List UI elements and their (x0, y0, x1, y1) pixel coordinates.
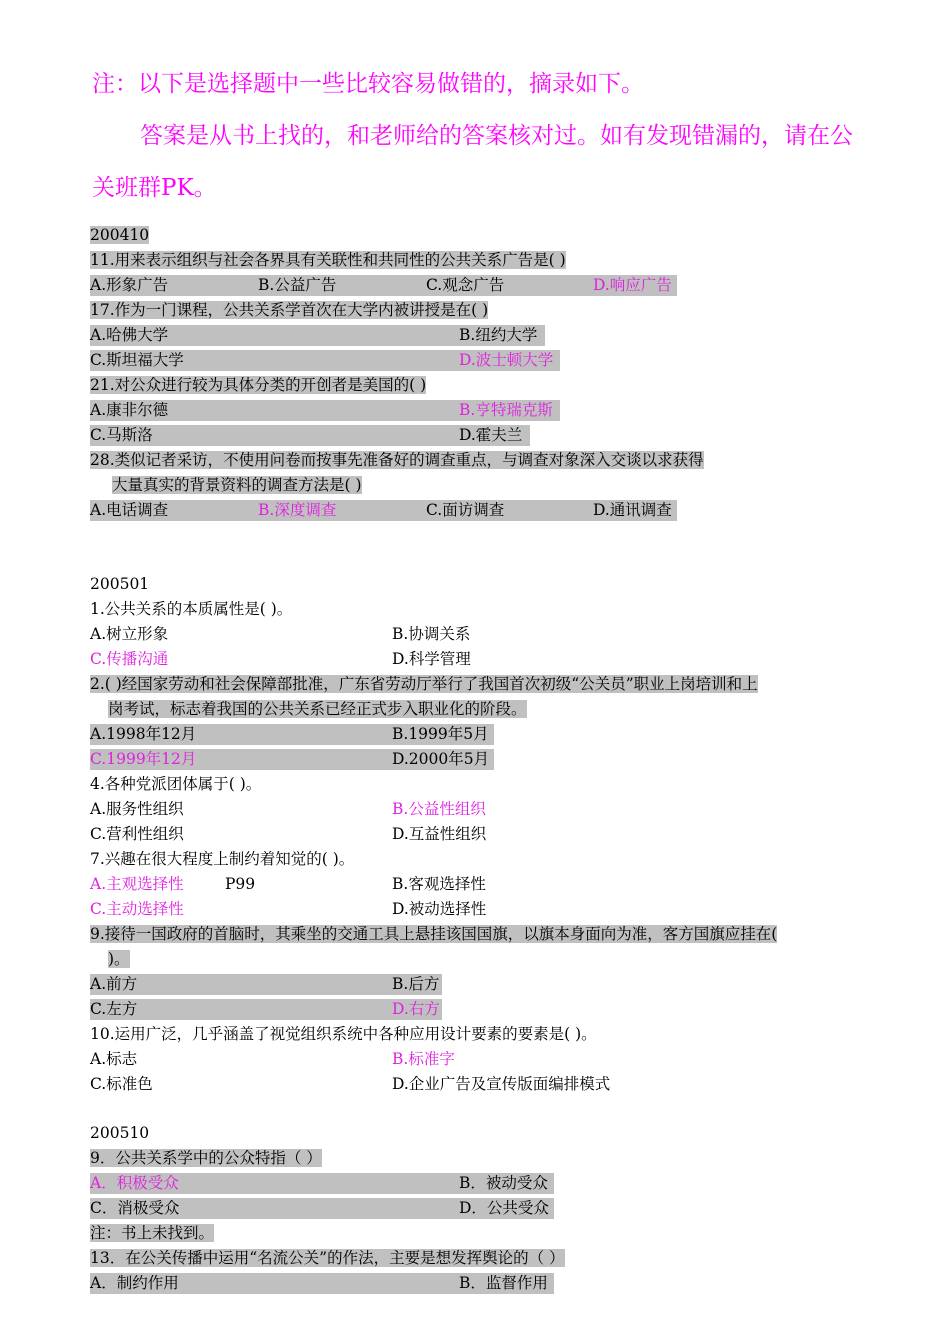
option-b: B.后方 (392, 975, 440, 993)
option-a: A.服务性组织 (90, 800, 184, 818)
option-b: B.1999年5月 (392, 725, 489, 743)
options-row (90, 400, 560, 421)
option-c: C．消极受众 (90, 1199, 180, 1217)
option-d-answer: D.响应广告 (593, 276, 672, 294)
highlight-bar (90, 275, 677, 296)
option-c-answer: C.主动选择性 (90, 900, 184, 918)
question-7: 7.兴趣在很大程度上制约着知觉的( )。 (90, 850, 355, 868)
question-text: 11.用来表示组织与社会各界具有关联性和共同性的公共关系广告是( ) (90, 251, 566, 269)
option-b-answer: B.亨特瑞克斯 (459, 401, 553, 419)
options-row (90, 749, 494, 770)
option-b: B.客观选择性 (392, 875, 486, 893)
question-28 (90, 450, 704, 471)
option-a: A.哈佛大学 (90, 326, 169, 344)
question-text: 大量真实的背景资料的调查方法是( ) (112, 476, 362, 494)
question-11 (90, 250, 566, 271)
options-row (90, 1273, 554, 1294)
question-1: 1.公共关系的本质属性是( )。 (90, 600, 293, 618)
question-text: 21.对公众进行较为具体分类的开创者是美国的( ) (90, 376, 427, 394)
question-9-200510 (90, 1148, 322, 1169)
options-row (90, 974, 442, 995)
options-row (90, 1198, 554, 1219)
question-28-cont (112, 475, 362, 496)
option-a: A.树立形象 (90, 625, 169, 643)
option-d: D.通讯调查 (593, 501, 672, 519)
option-d-answer: D.右方 (392, 1000, 440, 1018)
question-text: 岗考试，标志着我国的公共关系已经正式步入职业化的阶段。 (108, 700, 527, 718)
option-d: D.互益性组织 (392, 825, 487, 843)
option-a: A.康非尔德 (90, 401, 169, 419)
section-header-200410 (90, 225, 149, 246)
question-21 (90, 375, 426, 396)
options-row (90, 624, 690, 645)
options-row (90, 350, 560, 371)
option-a: A.形象广告 (90, 276, 169, 294)
option-c: C.斯坦福大学 (90, 351, 184, 369)
question-text: 9．公共关系学中的公众特指（ ） (90, 1149, 322, 1167)
option-d: D.科学管理 (392, 650, 471, 668)
section-header-text: 200410 (90, 226, 150, 244)
option-b-answer: B.深度调查 (258, 501, 337, 519)
question-text: 17.作为一门课程，公共关系学首次在大学内被讲授是在( ) (90, 301, 489, 319)
option-a-answer: A．积极受众 (90, 1174, 179, 1192)
option-c: C.马斯洛 (90, 426, 153, 444)
note-not-found (90, 1223, 214, 1244)
question-10: 10.运用广泛，几乎涵盖了视觉组织系统中各种应用设计要素的要素是( )。 (90, 1025, 597, 1043)
options-row (90, 724, 494, 745)
option-c: C.观念广告 (426, 276, 505, 294)
option-d: D.霍夫兰 (459, 426, 523, 444)
options-row (90, 799, 690, 820)
option-c: C.营利性组织 (90, 825, 184, 843)
option-c: C.左方 (90, 1000, 138, 1018)
option-b: B.纽约大学 (459, 326, 538, 344)
option-a: A.1998年12月 (90, 725, 197, 743)
option-a: A．制约作用 (90, 1274, 179, 1292)
question-9 (90, 924, 777, 945)
option-d: D.2000年5月 (392, 750, 490, 768)
options-row (90, 325, 545, 346)
option-d: D.被动选择性 (392, 900, 487, 918)
intro-note (92, 58, 872, 214)
question-2 (90, 674, 758, 695)
note-text: 注：书上未找到。 (90, 1224, 215, 1242)
options-row (90, 500, 677, 521)
option-c-answer: C.传播沟通 (90, 650, 169, 668)
option-b-answer: B.标准字 (392, 1050, 455, 1068)
highlight-bar (90, 500, 677, 521)
option-a: A.电话调查 (90, 501, 169, 519)
option-d-answer: D.波士顿大学 (459, 351, 554, 369)
option-b: B．被动受众 (459, 1174, 548, 1192)
options-row (90, 425, 530, 446)
question-text: 2.( )经国家劳动和社会保障部批准，广东省劳动厅举行了我国首次初级“公关员”职业上岗培训和上 (90, 675, 758, 693)
option-a: A.标志 (90, 1050, 138, 1068)
options-row (90, 899, 690, 920)
question-2-cont (108, 699, 527, 720)
option-b-answer: B.公益性组织 (392, 800, 486, 818)
question-text: )。 (108, 950, 130, 968)
option-b: B．监督作用 (459, 1274, 548, 1292)
question-text: 28.类似记者采访，不使用问卷而按事先准备好的调查重点，与调查对象深入交谈以求获得 (90, 451, 704, 469)
option-b: B.公益广告 (258, 276, 337, 294)
intro-line-2: 答案是从书上找的，和老师给的答案核对过。如有发现错漏的，请在公关班群PK。 (92, 123, 853, 201)
options-row (90, 275, 677, 296)
options-row (90, 874, 690, 895)
intro-line-1: 注：以下是选择题中一些比较容易做错的，摘录如下。 (92, 71, 644, 97)
question-text: 13．在公关传播中运用“名流公关”的作法，主要是想发挥舆论的（ ） (90, 1249, 565, 1267)
option-b: B.协调关系 (392, 625, 471, 643)
options-row (90, 999, 442, 1020)
question-13 (90, 1248, 565, 1269)
option-a: A.前方 (90, 975, 138, 993)
section-header-200501: 200501 (90, 575, 150, 593)
options-row (90, 1074, 690, 1095)
section-header-200510: 200510 (90, 1124, 150, 1142)
option-c: C.标准色 (90, 1075, 153, 1093)
options-row (90, 1173, 554, 1194)
question-17 (90, 300, 488, 321)
option-d: D．公共受众 (459, 1199, 549, 1217)
option-d: D.企业广告及宣传版面编排模式 (392, 1075, 611, 1093)
highlight-bar (90, 974, 442, 995)
options-row (90, 649, 690, 670)
highlight-bar (90, 999, 442, 1020)
option-a-answer: A.主观选择性 (90, 875, 184, 893)
option-c: C.面访调查 (426, 501, 505, 519)
question-4: 4.各种党派团体属于( )。 (90, 775, 262, 793)
question-text: 9.接待一国政府的首脑时，其乘坐的交通工具上悬挂该国国旗，以旗本身面向为准，客方国旗应挂在( (90, 925, 778, 943)
options-row (90, 824, 690, 845)
question-9-cont (108, 949, 130, 970)
options-row (90, 1049, 690, 1070)
page-reference: P99 (225, 875, 256, 893)
option-c-answer: C.1999年12月 (90, 750, 197, 768)
